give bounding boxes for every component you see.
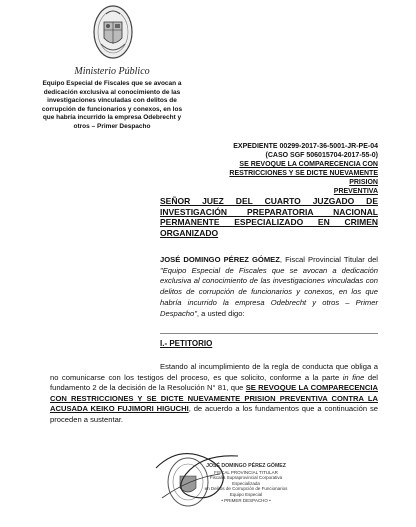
intro-paragraph bbox=[160, 255, 378, 319]
office-line: corrupción de funcionarios y conexos, en los bbox=[41, 105, 183, 113]
office-description bbox=[4, 80, 220, 132]
prosecutor-name: JOSÉ DOMINGO PÉREZ GÓMEZ bbox=[160, 255, 280, 264]
office-line: que habría incurrido la empresa Odebrecht y bbox=[42, 114, 182, 122]
section-heading: I.- PETITORIO bbox=[160, 339, 213, 348]
addressee: SEÑOR JUEZ DEL CUARTO JUZGADO DE INVESTIGACIÓN PREPARATORIA NACIONAL PERMANENTE ESPECIALIZADO EN CRIMEN ORGANIZADO bbox=[160, 196, 378, 238]
team-name: "Equipo Especial de Fiscales que se avocan a dedicación exclusiva al conocimiento de las investigaciones vinculadas con delitos de corrupción de funcionarios y conexos, en los que habría incurrido la empresa Odebrecht y otros – Primer Despacho" bbox=[160, 265, 378, 318]
office-line: dedicación exclusiva al conocimiento de las bbox=[43, 88, 181, 96]
signer-line: • PRIMER DESPACHO • bbox=[221, 497, 271, 503]
signer-role: FISCAL PROVINCIAL TITULAR bbox=[214, 469, 278, 475]
caso-sgf-number: (CASO SGF 506015704-2017-55-0) bbox=[265, 152, 378, 159]
intro-text: , a usted digo: bbox=[196, 308, 245, 318]
in-fine-text: in fine bbox=[342, 372, 365, 382]
signer-line: Fiscalía Supraprovincial Corporativa Especializada bbox=[209, 475, 283, 486]
institution-name: Ministerio Público bbox=[74, 66, 150, 77]
sumilla-line: SE REVOQUE LA COMPARECENCIA CON bbox=[239, 161, 378, 168]
petitorio-request: SE REVOQUE LA COMPARECENCIA CON RESTRICCIONES Y SE DICTE NUEVAMENTE PRISION PREVENTIVA CONTRA LA ACUSADA KEIKO FUJIMORI HIGUCHI bbox=[50, 383, 378, 414]
petitorio-paragraph bbox=[50, 362, 378, 426]
case-reference bbox=[206, 142, 378, 196]
signature-block bbox=[198, 464, 294, 503]
petitorio-text: Estando al incumplimiento de la regla de conducta que obliga a no comunicarse con los testigos del proceso, es que solicito, conforme a la parte bbox=[50, 362, 378, 382]
signer-line: Equipo Especial bbox=[229, 491, 263, 497]
office-line: Equipo Especial de Fiscales que se avocan a bbox=[42, 80, 182, 87]
intro-text: , Fiscal Provincial Titular del bbox=[279, 255, 378, 264]
office-line: otros – Primer Despacho bbox=[73, 122, 151, 130]
petitorio-text: del fundamento 2 de la decisión de la Resolución N° 81, que bbox=[50, 372, 378, 393]
expediente-number: EXPEDIENTE 00299-2017-36-5001-JR-PE-04 bbox=[233, 143, 378, 150]
sumilla-line: PREVENTIVA bbox=[333, 188, 378, 195]
sumilla-line: RESTRICCIONES Y SE DICTE NUEVAMENTE PRISION bbox=[229, 170, 378, 186]
office-line: investigaciones vinculadas con delitos de bbox=[47, 97, 177, 105]
section-divider bbox=[160, 333, 378, 334]
signer-line: en Delitos de Corrupción de Funcionarios bbox=[204, 486, 288, 492]
petitorio-text: , de acuerdo a los fundamentos que a continuación se proceden a sustentar. bbox=[50, 404, 378, 424]
ministerio-publico-seal-icon bbox=[92, 2, 134, 62]
signer-name: JOSÉ DOMINGO PÉREZ GÓMEZ bbox=[206, 463, 286, 469]
